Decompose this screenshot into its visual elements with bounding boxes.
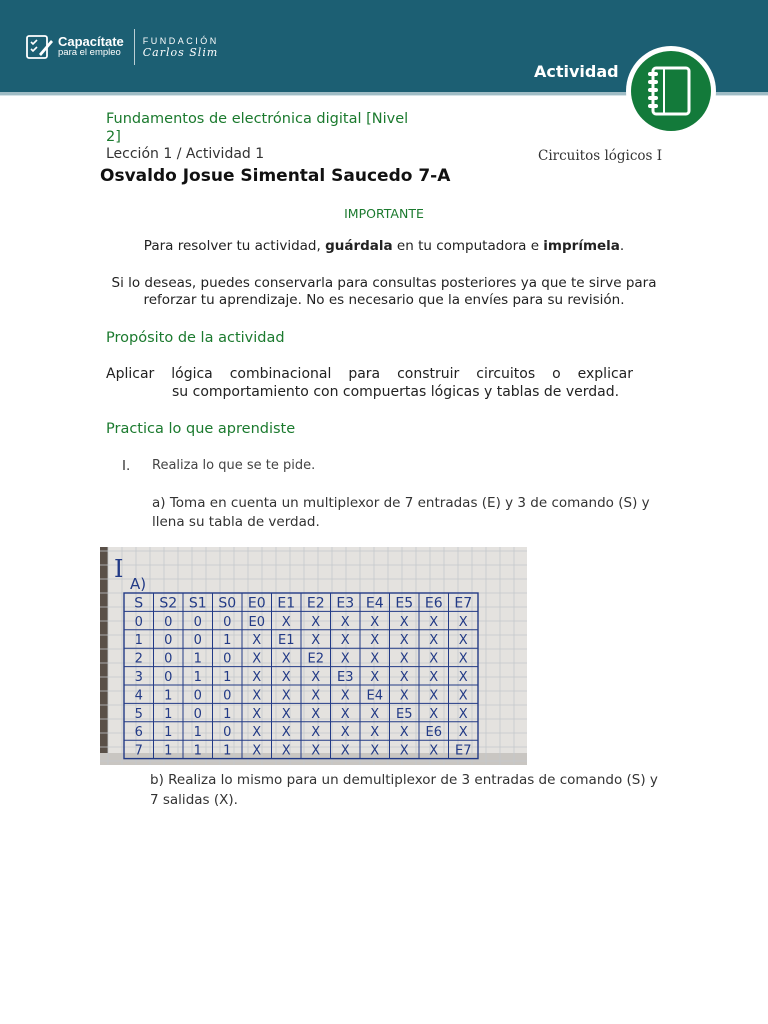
table-cell: X bbox=[458, 688, 468, 704]
purpose-word: lógica bbox=[171, 366, 213, 382]
table-header-cell: S2 bbox=[159, 595, 178, 612]
table-cell: E0 bbox=[248, 614, 265, 630]
table-cell: X bbox=[458, 614, 468, 630]
table-cell: 0 bbox=[164, 614, 173, 630]
table-cell: 3 bbox=[134, 670, 143, 685]
instructions-paragraph bbox=[0, 238, 768, 254]
table-cell: X bbox=[429, 743, 439, 759]
table-cell: E4 bbox=[366, 688, 383, 704]
table-cell: X bbox=[311, 725, 321, 741]
table-cell: X bbox=[252, 670, 262, 685]
table-cell: 0 bbox=[223, 688, 232, 704]
table-header-cell: E3 bbox=[336, 595, 355, 612]
instr-text: en tu computadora e bbox=[392, 238, 544, 254]
table-cell: E2 bbox=[307, 651, 324, 667]
foundation-line2: Carlos Slim bbox=[142, 46, 219, 59]
table-cell: X bbox=[340, 688, 350, 704]
table-cell: X bbox=[311, 670, 321, 685]
table-cell: X bbox=[311, 743, 321, 759]
handwritten-truth-table-photo bbox=[100, 547, 527, 765]
item-number: I. bbox=[122, 458, 131, 474]
purpose-heading: Propósito de la actividad bbox=[106, 330, 285, 346]
instr-bold-print: imprímela bbox=[543, 238, 620, 254]
table-cell: X bbox=[458, 670, 468, 685]
logo-divider bbox=[134, 29, 135, 65]
foundation-logo bbox=[143, 35, 219, 59]
table-cell: X bbox=[429, 688, 439, 704]
table-cell: X bbox=[340, 633, 350, 649]
table-header-cell: S0 bbox=[218, 595, 237, 612]
table-cell: X bbox=[370, 614, 380, 630]
table-cell: X bbox=[399, 633, 409, 649]
lesson-label: Lección 1 / Actividad 1 bbox=[106, 146, 265, 162]
table-cell: X bbox=[252, 706, 262, 722]
table-cell: X bbox=[429, 633, 439, 649]
table-cell: 0 bbox=[193, 688, 202, 704]
table-cell: 0 bbox=[193, 633, 202, 649]
table-cell: 0 bbox=[164, 651, 173, 667]
purpose-word: o bbox=[552, 366, 561, 382]
table-cell: X bbox=[458, 706, 468, 722]
table-cell: X bbox=[311, 633, 321, 649]
table-header-cell: E2 bbox=[306, 595, 325, 612]
purpose-word: para bbox=[348, 366, 381, 382]
table-header-cell: E6 bbox=[424, 595, 443, 612]
table-cell: X bbox=[399, 651, 409, 667]
table-header-cell: E5 bbox=[395, 595, 414, 612]
topic-label: Circuitos lógicos I bbox=[538, 148, 663, 164]
item-instruction: Realiza lo que se te pide. bbox=[152, 458, 316, 473]
table-header-cell: S1 bbox=[188, 595, 207, 612]
purpose-word: construir bbox=[397, 366, 460, 382]
table-header-cell: S bbox=[134, 595, 144, 612]
purpose-line1 bbox=[106, 366, 633, 382]
table-cell: 0 bbox=[164, 670, 173, 685]
table-cell: 0 bbox=[223, 614, 232, 630]
table-cell: X bbox=[311, 614, 321, 630]
purpose-word: explicar bbox=[577, 366, 633, 382]
purpose-word: circuitos bbox=[476, 366, 536, 382]
table-cell: E5 bbox=[396, 706, 413, 722]
table-cell: E3 bbox=[337, 670, 354, 685]
table-cell: 1 bbox=[193, 651, 202, 667]
table-cell: X bbox=[281, 706, 291, 722]
instr-text: . bbox=[619, 238, 625, 254]
table-cell: X bbox=[252, 633, 262, 649]
instr-text: Para resolver tu actividad, bbox=[143, 238, 326, 254]
table-cell: X bbox=[399, 743, 409, 759]
capacitate-logo bbox=[24, 30, 219, 64]
table-cell: 1 bbox=[164, 725, 173, 741]
table-cell: 1 bbox=[223, 670, 232, 685]
table-cell: 0 bbox=[223, 725, 232, 741]
table-cell: X bbox=[340, 614, 350, 630]
practice-heading: Practica lo que aprendiste bbox=[106, 421, 296, 437]
table-cell: X bbox=[340, 706, 350, 722]
table-cell: 1 bbox=[223, 706, 232, 722]
table-cell: X bbox=[370, 651, 380, 667]
table-cell: 0 bbox=[164, 633, 173, 649]
brand-sub: para el empleo bbox=[58, 47, 121, 58]
table-cell: X bbox=[370, 706, 380, 722]
corner-label: I bbox=[114, 555, 124, 583]
table-cell: X bbox=[458, 651, 468, 667]
table-cell: E1 bbox=[278, 633, 295, 649]
table-cell: X bbox=[252, 688, 262, 704]
photo-shadow-edge bbox=[100, 547, 108, 765]
activity-badge bbox=[626, 46, 716, 136]
table-cell: 0 bbox=[223, 651, 232, 667]
table-cell: X bbox=[340, 725, 350, 741]
table-cell: X bbox=[399, 614, 409, 630]
table-cell: 1 bbox=[164, 688, 173, 704]
table-cell: 1 bbox=[223, 633, 232, 649]
purpose-word: combinacional bbox=[229, 366, 332, 382]
table-cell: X bbox=[458, 633, 468, 649]
table-cell: X bbox=[429, 614, 439, 630]
table-cell: 1 bbox=[164, 706, 173, 722]
table-cell: 2 bbox=[134, 651, 143, 667]
table-cell: X bbox=[399, 688, 409, 704]
sub-label: A) bbox=[130, 575, 147, 593]
table-cell: 1 bbox=[193, 725, 202, 741]
course-title: Fundamentos de electrónica digital [Nivel 2] bbox=[106, 111, 409, 145]
table-cell: 4 bbox=[134, 688, 143, 704]
student-name: Osvaldo Josue Simental Saucedo 7-A bbox=[100, 166, 451, 186]
brand-name: Capacítate bbox=[58, 34, 124, 49]
table-cell: X bbox=[370, 743, 380, 759]
table-cell: X bbox=[458, 725, 468, 741]
table-cell: X bbox=[399, 670, 409, 685]
table-cell: X bbox=[429, 670, 439, 685]
table-cell: X bbox=[370, 725, 380, 741]
table-cell: 5 bbox=[134, 706, 143, 722]
table-cell: 6 bbox=[134, 725, 143, 741]
table-cell: 1 bbox=[193, 670, 202, 685]
table-cell: X bbox=[281, 725, 291, 741]
task-a-text: a) Toma en cuenta un multiplexor de 7 entradas (E) y 3 de comando (S) y llena su tabla de verdad. bbox=[152, 495, 650, 530]
table-cell: E7 bbox=[455, 743, 472, 759]
task-b-text: b) Realiza lo mismo para un demultiplexor de 3 entradas de comando (S) y 7 salidas (X). bbox=[150, 772, 658, 808]
table-cell: 0 bbox=[193, 614, 202, 630]
table-cell: X bbox=[281, 614, 291, 630]
table-cell: 0 bbox=[134, 614, 143, 630]
pencil-checklist-icon bbox=[24, 32, 54, 62]
table-header-cell: E4 bbox=[365, 595, 384, 612]
table-cell: X bbox=[370, 670, 380, 685]
table-cell: 7 bbox=[134, 743, 143, 759]
table-cell: X bbox=[281, 651, 291, 667]
table-cell: 1 bbox=[164, 743, 173, 759]
table-cell: 1 bbox=[223, 743, 232, 759]
table-header-cell: E0 bbox=[247, 595, 266, 612]
activity-label: Actividad bbox=[534, 62, 619, 81]
table-cell: X bbox=[252, 743, 262, 759]
table-cell: X bbox=[281, 670, 291, 685]
foundation-line1: FUNDACIÓN bbox=[142, 36, 219, 46]
instr-bold-save: guárdala bbox=[325, 238, 393, 254]
table-cell: 1 bbox=[134, 633, 143, 649]
table-header-cell: E7 bbox=[454, 595, 473, 612]
table-cell: X bbox=[311, 688, 321, 704]
table-cell: X bbox=[429, 651, 439, 667]
important-heading: IMPORTANTE bbox=[344, 206, 424, 221]
table-cell: X bbox=[281, 743, 291, 759]
table-cell: E6 bbox=[425, 725, 442, 741]
brand-text bbox=[58, 36, 124, 58]
table-cell: X bbox=[281, 688, 291, 704]
purpose-word: Aplicar bbox=[106, 366, 155, 382]
purpose-line2: su comportamiento con compuertas lógicas y tablas de verdad. bbox=[172, 384, 620, 400]
table-cell: 0 bbox=[193, 706, 202, 722]
table-cell: X bbox=[340, 743, 350, 759]
notebook-icon bbox=[626, 46, 716, 136]
notice-paragraph: Si lo deseas, puedes conservarla para consultas posteriores ya que te sirve para reforzar tu aprendizaje. No es necesario que la envíes para su revisión. bbox=[111, 275, 657, 308]
table-cell: X bbox=[399, 725, 409, 741]
table-cell: X bbox=[370, 633, 380, 649]
table-header-cell: E1 bbox=[277, 595, 296, 612]
table-cell: X bbox=[252, 725, 262, 741]
table-cell: X bbox=[252, 651, 262, 667]
table-cell: 1 bbox=[193, 743, 202, 759]
table-cell: X bbox=[340, 651, 350, 667]
table-cell: X bbox=[311, 706, 321, 722]
table-cell: X bbox=[429, 706, 439, 722]
